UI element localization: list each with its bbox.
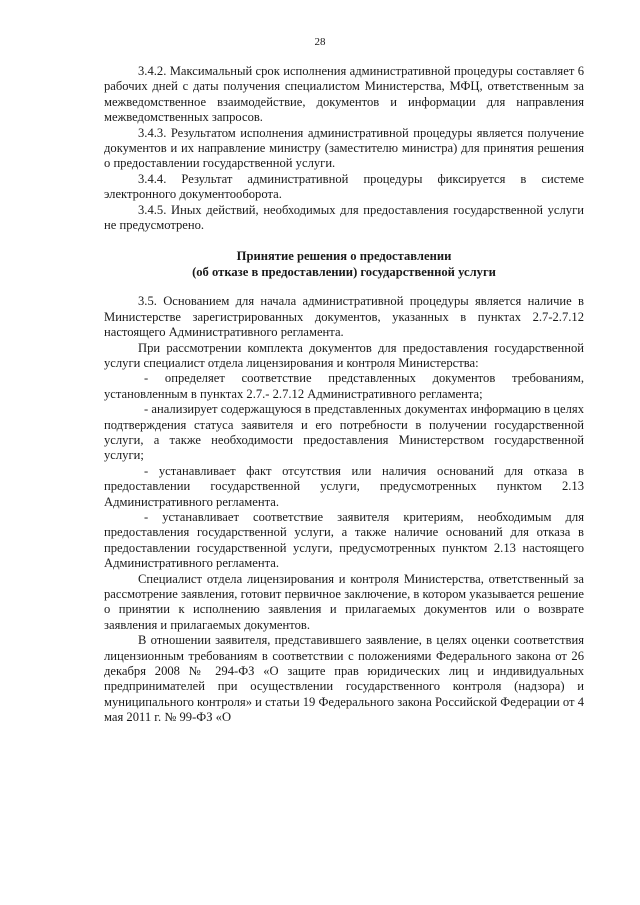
section-heading-line-2: (об отказе в предоставлении) государственной услуги	[192, 264, 496, 279]
paragraph-review-intro: При рассмотрении комплекта документов для предоставления государственной услуги специалист отдела лицензирования и контроля Министерства:	[104, 340, 584, 370]
paragraph-specialist-conclusion: Специалист отдела лицензирования и контроля Министерства, ответственный за рассмотрение заявления, готовит первичное заключение, в котором указывается решение о принятии к исполнению заявления и прилагаемых документов или о возврате заявления и прилагаемых документов.	[104, 571, 584, 632]
paragraph-3-4-3: 3.4.3. Результатом исполнения административной процедуры является получение документов и их направление министру (заместителю министра) для принятия решения о предоставлении государственной услуги.	[104, 125, 584, 171]
document-body	[104, 64, 584, 726]
list-item-establishes-compliance: - устанавливает соответствие заявителя критериям, необходимым для предоставления государственной услуги, а также наличие оснований для отказа в предоставлении государственной услуги, предусмотренных пунктом 2.13 настоящего Административного регламента.	[104, 509, 584, 571]
paragraph-3-4-2: 3.4.2. Максимальный срок исполнения административной процедуры составляет 6 рабочих дней с даты получения специалистом Министерства, МФЦ, ответственным за межведомственное взаимодействие, документов и информации для направления межведомственных запросов.	[104, 64, 584, 125]
list-item-establishes-fact: - устанавливает факт отсутствия или наличия оснований для отказа в предоставлении государственной услуги, предусмотренных пунктом 2.13 Административного регламента.	[104, 463, 584, 509]
section-heading-line-1: Принятие решения о предоставлении	[236, 249, 452, 264]
paragraph-3-4-4: 3.4.4. Результат административной процедуры фиксируется в системе электронного документооборота.	[104, 171, 584, 202]
list-item-analyzes: - анализирует содержащуюся в представленных документах информацию в целях подтверждения статуса заявителя и его потребности в получении государственной услуги, а также необходимости предоставления Министерством государственной услуги;	[104, 402, 584, 463]
list-item-determines: - определяет соответствие представленных документов требованиям, установленным в пунктах 2.7.- 2.7.12 Административного регламента;	[104, 371, 584, 401]
page-number: 28	[314, 36, 326, 48]
paragraph-applicant-assessment: В отношении заявителя, представившего заявление, в целях оценки соответствия лицензионным требованиям в соответствии с положениями Федерального закона от 26 декабря 2008 № 294-ФЗ «О защите прав юридических лиц и индивидуальных предпринимателей при осуществлении государственного контроля (надзора) и муниципального контроля» и статьи 19 Федерального закона Российской Федерации от 4 мая 2011 г. № 99-ФЗ «О	[104, 633, 584, 725]
paragraph-3-4-5: 3.4.5. Иных действий, необходимых для предоставления государственной услуги не предусмотрено.	[104, 202, 584, 233]
section-heading	[104, 249, 584, 280]
paragraph-3-5: 3.5. Основанием для начала административной процедуры является наличие в Министерстве зарегистрированных документов, указанных в пунктах 2.7-2.7.12 настоящего Административного регламента.	[104, 294, 584, 340]
